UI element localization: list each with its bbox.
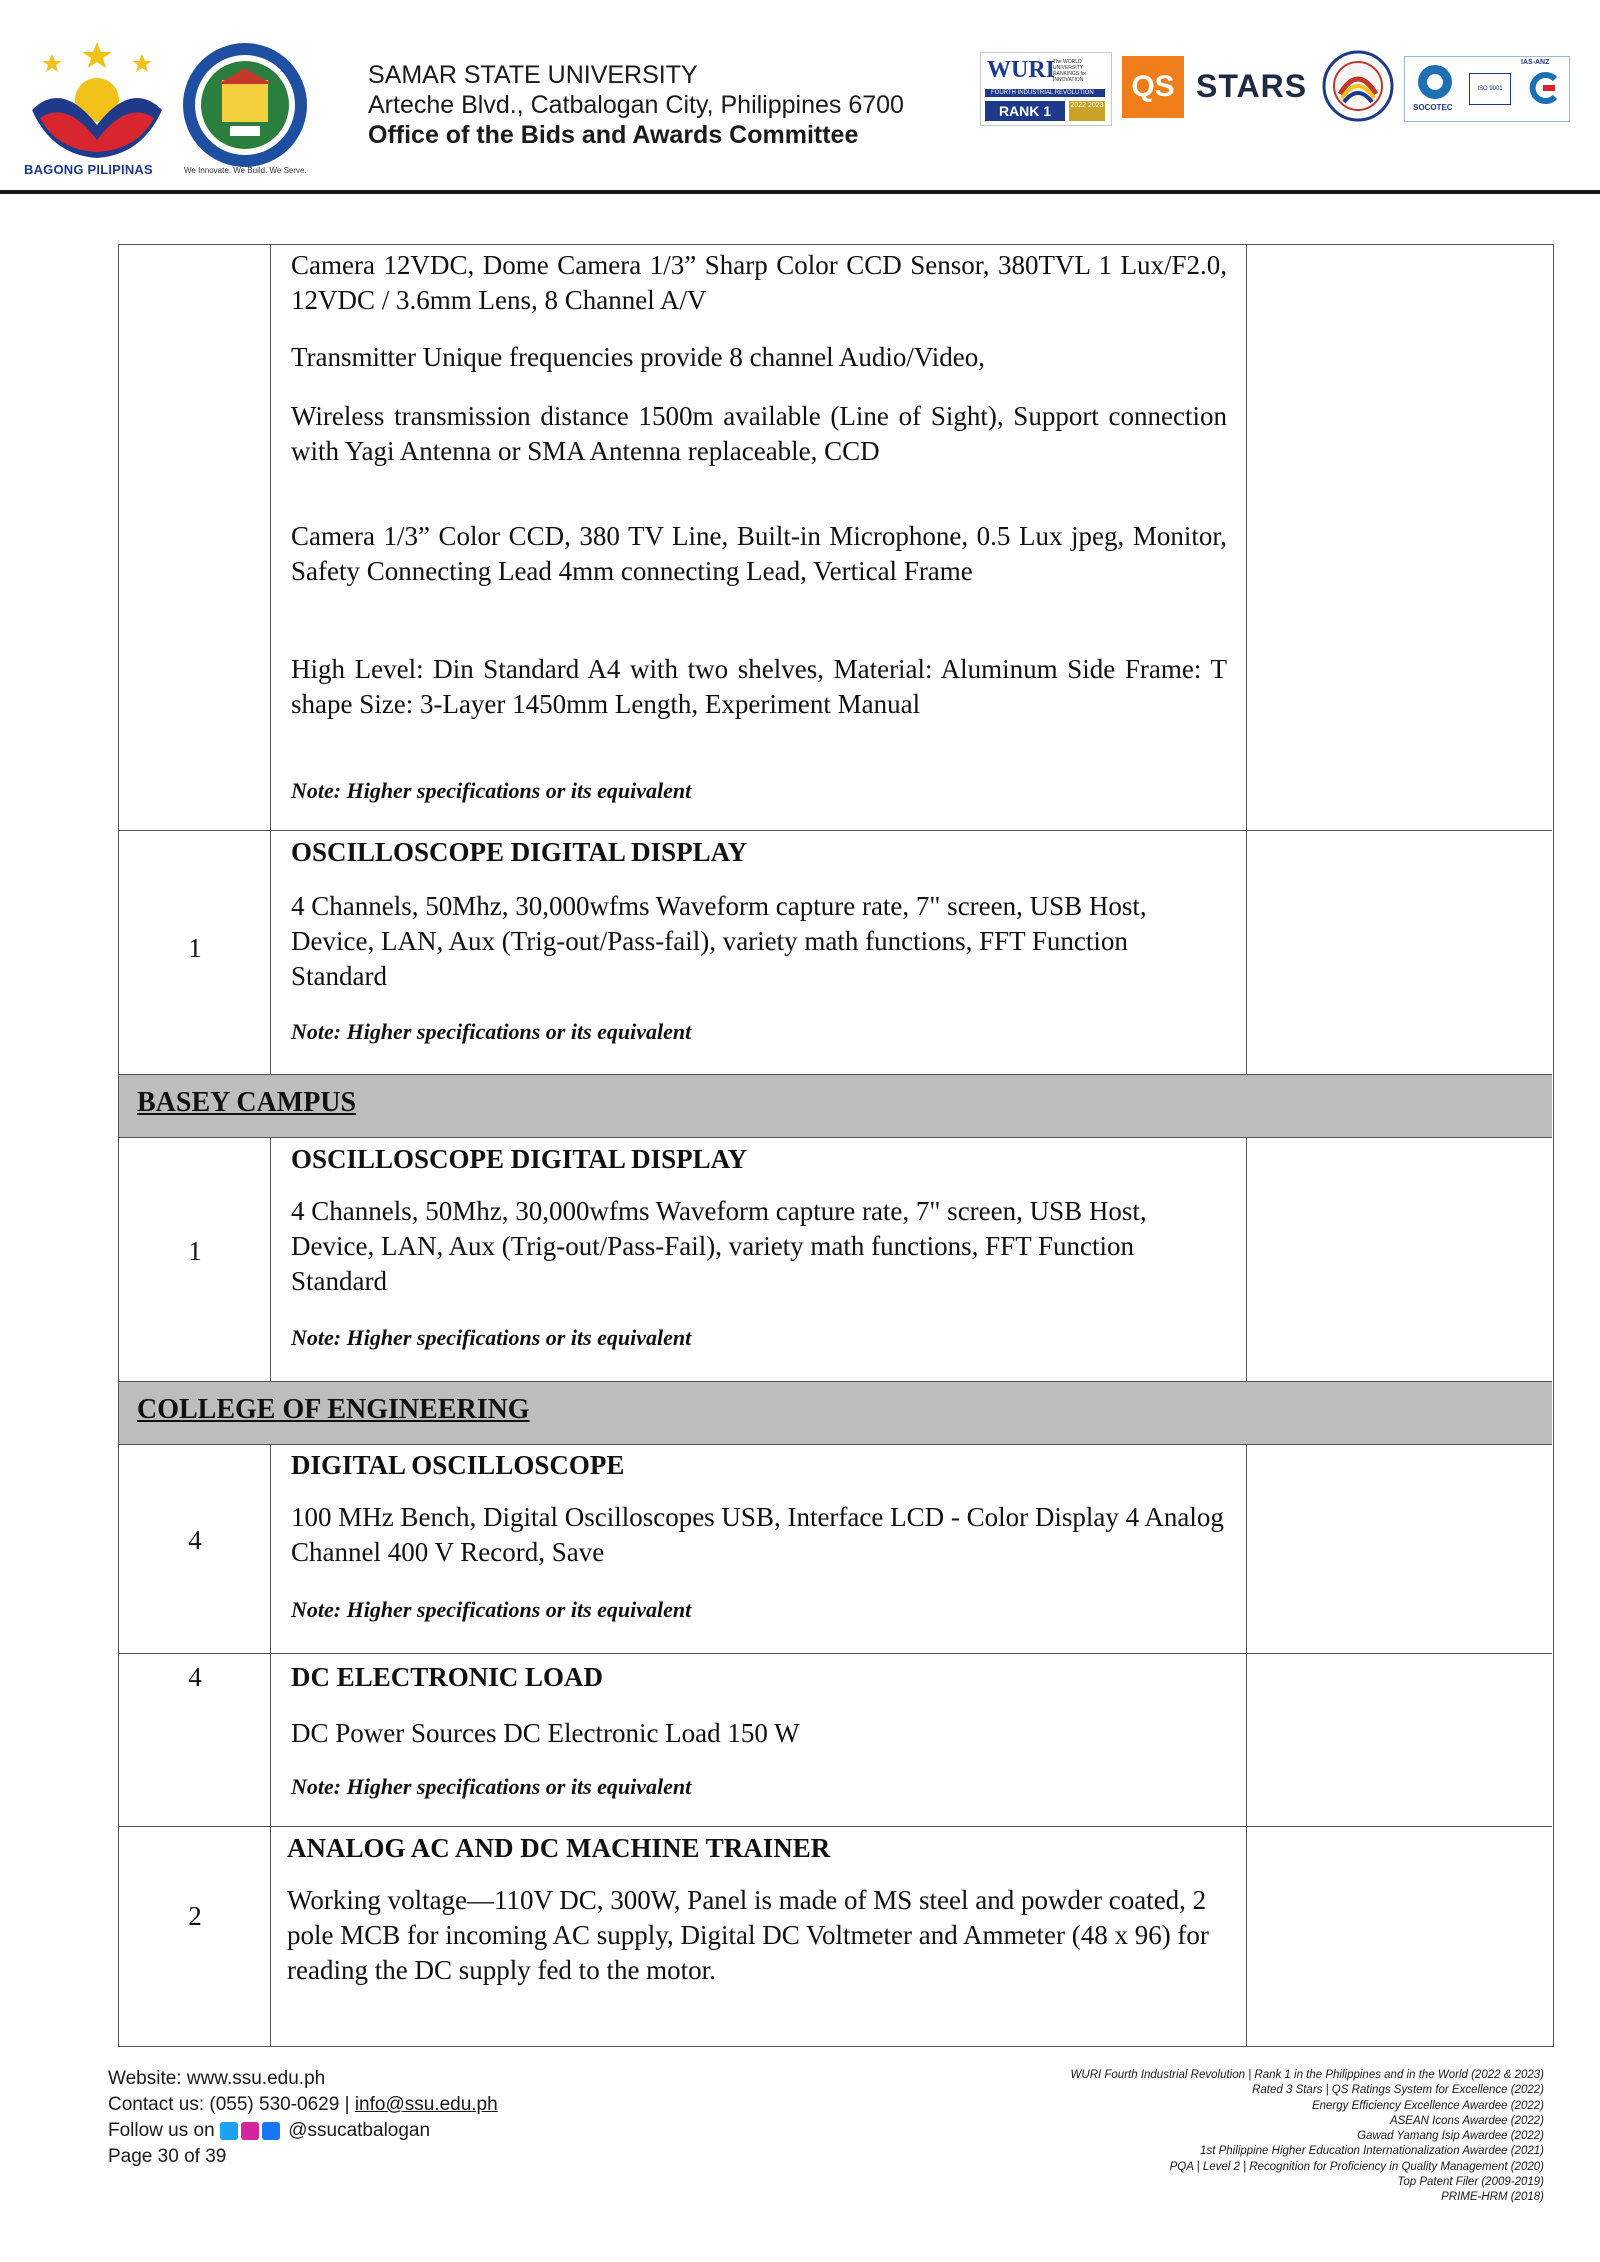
footer-email-link[interactable]: info@ssu.edu.ph [354, 2094, 498, 2115]
wuri-rank: RANK 1 [985, 101, 1065, 121]
quantity-value: 4 [188, 1525, 202, 1555]
ssu-tagline: We Innovate. We Build. We Serve. [184, 166, 307, 175]
section-header-college-of-engineering [119, 1382, 1552, 1445]
quantity-value: 1 [188, 1236, 202, 1266]
item-title: ANALOG AC AND DC MACHINE TRAINER [287, 1833, 831, 1863]
remarks-cell [1247, 1445, 1552, 1653]
wuri-band-label: FOURTH INDUSTRIAL REVOLUTION [991, 90, 1094, 96]
university-name: SAMAR STATE UNIVERSITY [368, 61, 698, 89]
quantity-value: 2 [188, 1901, 202, 1931]
table-row-digital-oscilloscope [119, 1445, 1552, 1654]
twitter-icon[interactable] [220, 2122, 238, 2140]
pqa-seal-icon [1322, 50, 1394, 122]
footer-follow-label: Follow us on [108, 2120, 215, 2141]
office-name: Office of the Bids and Awards Committee [368, 121, 859, 149]
section-title: COLLEGE OF ENGINEERING [137, 1394, 530, 1425]
wuri-title: WURI [987, 57, 1056, 83]
footer-phone: Contact us: (055) 530-0629 | [108, 2094, 355, 2115]
table-row-dc-electronic-load [119, 1654, 1552, 1827]
item-description: Working voltage—110V DC, 300W, Panel is made of MS steel and powder coated, 2 pole MCB for incoming AC supply, Digital DC Voltmeter and Ammeter (48 x 96) for reading the DC supply fed to the motor. [287, 1885, 1209, 1985]
qty-cell [119, 1827, 271, 2046]
ssu-seal-logo [180, 40, 310, 170]
remarks-cell [1247, 1654, 1552, 1826]
award-line: ASEAN Icons Awardee (2022) [1389, 2114, 1544, 2127]
table-row-oscilloscope-digital-display-basey [119, 1138, 1552, 1382]
letterhead [0, 0, 1600, 196]
spec-paragraph: Wireless transmission distance 1500m available (Line of Sight), Support connection with Yagi Antenna or SMA Antenna replaceable, CCD [291, 401, 1227, 466]
university-address: Arteche Blvd., Catbalogan City, Philippines 6700 [368, 91, 904, 119]
item-title: DIGITAL OSCILLOSCOPE [291, 1450, 625, 1480]
socotec-icon [1415, 63, 1455, 101]
wuri-subtitle: The WORLD UNIVERSITY RANKINGS for INNOVATION [1053, 59, 1087, 83]
instagram-icon[interactable] [241, 2122, 259, 2140]
item-description: 100 MHz Bench, Digital Oscilloscopes USB, Interface LCD - Color Display 4 Analog Channel 400 V Record, Save [291, 1502, 1224, 1567]
spec-note: Note: Higher specifications or its equivalent [291, 1597, 692, 1622]
item-title: OSCILLOSCOPE DIGITAL DISPLAY [291, 1144, 748, 1174]
footer-social [108, 2118, 498, 2144]
award-line: Gawad Yamang Isip Awardee (2022) [1357, 2130, 1544, 2143]
qs-stars-label: STARS [1196, 68, 1308, 104]
quantity-value: 4 [188, 1662, 202, 1692]
table-row-analog-ac-dc-machine-trainer [119, 1827, 1552, 2046]
bagong-pilipinas-logo [22, 40, 172, 180]
footer-social-handle: @ssucatbalogan [288, 2120, 431, 2141]
item-description: DC Power Sources DC Electronic Load 150 W [291, 1718, 800, 1748]
quantity-value: 1 [188, 933, 202, 963]
remarks-cell [1247, 1138, 1552, 1381]
socotec-badge [1404, 56, 1570, 122]
footer-website[interactable]: Website: www.ssu.edu.ph [108, 2068, 326, 2089]
footer-contact [108, 2066, 498, 2170]
item-description: 4 Channels, 50Mhz, 30,000wfms Waveform capture rate, 7" screen, USB Host, Device, LAN, Aux (Trig-out/Pass-fail), variety math functions, FFT Function Standard [291, 891, 1147, 991]
spec-note: Note: Higher specifications or its equivalent [291, 1774, 692, 1799]
remarks-cell [1247, 831, 1552, 1074]
item-description: 4 Channels, 50Mhz, 30,000wfms Waveform capture rate, 7" screen, USB Host, Device, LAN, Aux (Trig-out/Pass-Fail), variety math functions, FFT Function Standard [291, 1196, 1147, 1296]
item-title: DC ELECTRONIC LOAD [291, 1662, 604, 1692]
wuri-badge [980, 52, 1112, 126]
award-line: 1st Philippine Higher Education Internationalization Awardee (2021) [1200, 2145, 1544, 2158]
table-row-camera-continued [119, 245, 1552, 831]
facebook-icon[interactable] [262, 2122, 280, 2140]
award-line: Rated 3 Stars | QS Ratings System for Excellence (2022) [1252, 2084, 1544, 2097]
spec-note: Note: Higher specifications or its equivalent [291, 778, 692, 803]
section-header-basey-campus [119, 1075, 1552, 1138]
award-line: Energy Efficiency Excellence Awardee (2022) [1311, 2099, 1544, 2112]
page-number: Page 30 of 39 [108, 2146, 227, 2167]
ias-label: IAS-ANZ [1521, 59, 1550, 66]
award-line: PRIME-HRM (2018) [1441, 2191, 1544, 2204]
award-line: WURI Fourth Industrial Revolution | Rank 1 in the Philippines and in the World (2022 & 2023) [1070, 2069, 1544, 2081]
university-block [368, 60, 904, 150]
remarks-cell [1247, 245, 1552, 830]
table-row-oscilloscope-digital-display [119, 831, 1552, 1075]
award-line: PQA | Level 2 | Recognition for Proficiency in Quality Management (2020) [1169, 2160, 1544, 2173]
item-title: OSCILLOSCOPE DIGITAL DISPLAY [291, 837, 748, 867]
wuri-years: 2022 2023 [1069, 101, 1105, 121]
ias-anz-icon [1527, 71, 1561, 105]
qty-cell [119, 245, 271, 830]
footer-contact-line [108, 2092, 498, 2118]
qs-logo: QS [1122, 56, 1184, 118]
footer-awards [844, 2068, 1544, 2206]
spec-note: Note: Higher specifications or its equivalent [291, 1019, 692, 1044]
bagong-pilipinas-label: BAGONG PILIPINAS [24, 162, 153, 177]
wuri-band [985, 89, 1105, 97]
spec-note: Note: Higher specifications or its equivalent [291, 1325, 692, 1350]
spec-paragraph: Camera 1/3” Color CCD, 380 TV Line, Built-in Microphone, 0.5 Lux jpeg, Monitor, Safety Connecting Lead 4mm connecting Lead, Vertical Frame [291, 521, 1227, 586]
award-line: Top Patent Filer (2009-2019) [1397, 2176, 1544, 2189]
spec-paragraph: Camera 12VDC, Dome Camera 1/3” Sharp Color CCD Sensor, 380TVL 1 Lux/F2.0, 12VDC / 3.6mm Lens, 8 Channel A/V [291, 250, 1227, 315]
iso-label: ISO 9001 [1469, 73, 1511, 105]
specifications-table [118, 244, 1554, 2047]
section-title: BASEY CAMPUS [137, 1087, 357, 1118]
remarks-cell [1247, 1827, 1552, 2046]
spec-paragraph: High Level: Din Standard A4 with two shelves, Material: Aluminum Side Frame: T shape Size: 3-Layer 1450mm Length, Experiment Manual [291, 654, 1227, 719]
header-divider [0, 190, 1600, 194]
spec-paragraph: Transmitter Unique frequencies provide 8 channel Audio/Video, [291, 342, 985, 372]
socotec-label: SOCOTEC [1413, 103, 1453, 112]
